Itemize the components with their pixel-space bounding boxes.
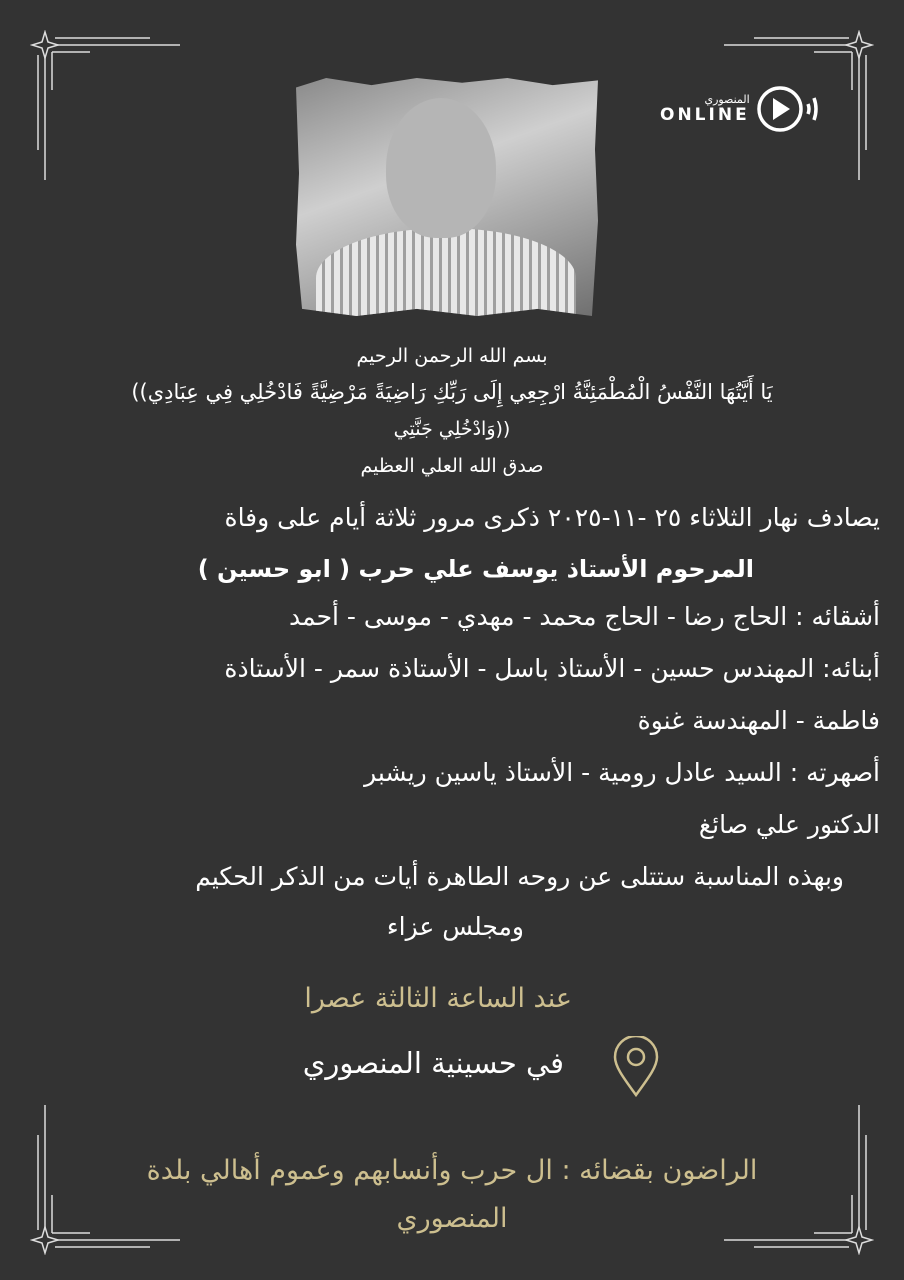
announcement: يصادف نهار الثلاثاء ٢٥ -١١-٢٠٢٥ ذكرى مرور ثلاثة أيام على وفاة bbox=[224, 503, 880, 532]
corner-ornament-top-left-icon bbox=[30, 30, 190, 190]
basmala: بسم الله الرحمن الرحيم bbox=[356, 345, 548, 367]
occasion-line-2: ومجلس عزاء bbox=[386, 912, 524, 941]
logo-latin: ONLINE bbox=[660, 105, 750, 125]
occasion-line-1: وبهذه المناسبة ستتلى عن روحه الطاهرة أيات من الذكر الحكيم bbox=[195, 862, 844, 891]
logo-arabic: المنصوري bbox=[704, 93, 750, 106]
children-line-1: أبنائه: المهندس حسين - الأستاذ باسل - الأستاذة سمر - الأستاذة bbox=[224, 654, 880, 683]
sadaqa: صدق الله العلي العظيم bbox=[360, 455, 544, 477]
children-line-2: فاطمة - المهندسة غنوة bbox=[637, 706, 880, 735]
brothers: أشقائه : الحاج رضا - الحاج محمد - مهدي - موسى - أحمد bbox=[289, 602, 880, 631]
play-icon bbox=[756, 84, 820, 134]
time: عند الساعة الثالثة عصرا bbox=[304, 983, 572, 1014]
inlaws-line-2: الدكتور علي صائغ bbox=[698, 810, 880, 839]
mourners-line-1: الراضون بقضائه : ال حرب وأنسابهم وعموم أهالي بلدة bbox=[146, 1155, 758, 1186]
verse-line-2: ((وَادْخُلِي جَنَّتِي bbox=[393, 418, 511, 440]
location-pin-icon bbox=[612, 1036, 660, 1098]
inlaws-line-1: أصهرته : السيد عادل رومية - الأستاذ ياسين ريشبر bbox=[364, 758, 880, 787]
location: في حسينية المنصوري bbox=[302, 1046, 564, 1080]
mourners-line-2: المنصوري bbox=[396, 1203, 508, 1234]
logo bbox=[660, 84, 820, 134]
verse-line-1: يَا أَيَّتُهَا النَّفْسُ الْمُطْمَئِنَّةُ ارْجِعِي إِلَى رَبِّكِ رَاضِيَةً مَرْضِيَّةً فَادْخُلِي فِي عِبَادِي)) bbox=[131, 380, 773, 404]
deceased-photo bbox=[296, 78, 598, 316]
deceased-name: المرحوم الأستاذ يوسف علي حرب ( ابو حسين ) bbox=[197, 555, 754, 583]
